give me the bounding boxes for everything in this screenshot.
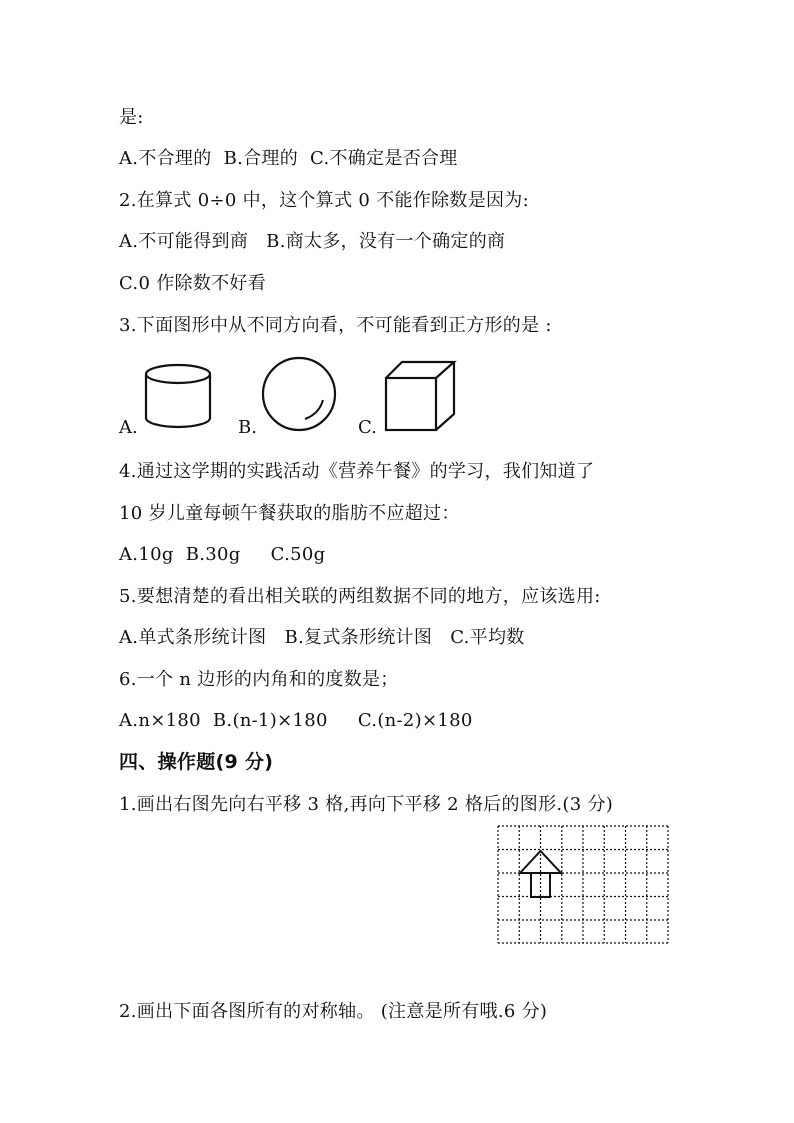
question-continuation: 是: [119,107,144,128]
operation-q1-text: 1.画出右图先向右平移 3 格,再向下平移 2 格后的图形.(3 分) [119,794,614,815]
q6-options: A.n×180 B.(n-1)×180 C.(n-2)×180 [119,710,473,731]
q6-text: 6.一个 n 边形的内角和的度数是； [119,669,399,690]
cube-figure [382,358,462,438]
q1-options: A.不合理的 B.合理的 C.不确定是否合理 [119,148,458,169]
cylinder-figure [144,362,214,432]
operation-q2-text: 2.画出下面各图所有的对称轴。 (注意是所有哦.6 分) [119,1001,548,1022]
q5-text: 5.要想清楚的看出相关联的两组数据不同的地方，应该选用: [119,586,601,607]
q3-option-b-label: B. [238,417,257,438]
q2-options-ab: A.不可能得到商 B.商太多，没有一个确定的商 [119,231,506,252]
q3-option-c-label: C. [358,417,377,438]
section-heading: 四、操作题(9 分) [119,751,274,773]
q5-options: A.单式条形统计图 B.复式条形统计图 C.平均数 [119,627,525,648]
q2-option-c: C.0 作除数不好看 [119,273,267,294]
q2-text: 2.在算式 0÷0 中，这个算式 0 不能作除数是因为: [119,190,529,211]
translation-grid [498,826,673,946]
q4-text: 4.通过这学期的实践活动《营养午餐》的学习，我们知道了 [119,461,595,482]
q3-text: 3.下面图形中从不同方向看，不可能看到正方形的是 : [119,315,552,336]
sphere-figure [261,356,341,436]
q3-option-a-label: A. [119,417,138,438]
q4-options: A.10g B.30g C.50g [119,544,326,565]
q4-text-cont: 10 岁儿童每顿午餐获取的脂肪不应超过： [119,503,460,524]
